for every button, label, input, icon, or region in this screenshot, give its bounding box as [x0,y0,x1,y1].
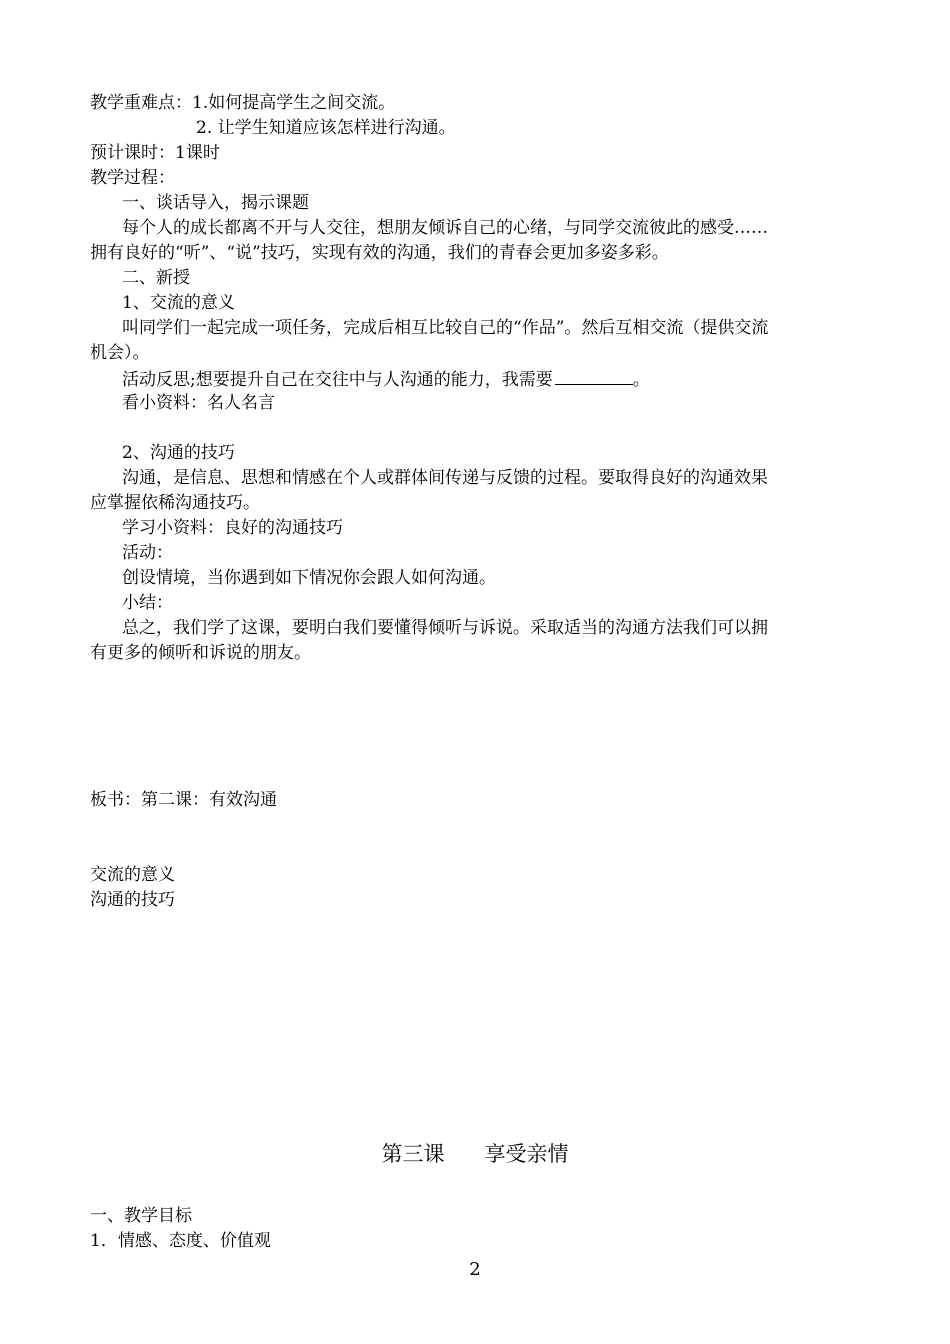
section-1-heading: 一、谈话导入，揭示课题 [122,193,309,213]
process-heading: 教学过程： [90,168,175,188]
page-number: 2 [469,1259,481,1280]
paragraph-4-line-a: 总之，我们学了这课，要明白我们要懂得倾听与诉说。采取适当的沟通方法我们可以拥 [122,618,768,638]
board-item-1: 交流的意义 [90,865,175,885]
fill-in-blank [555,366,633,385]
section-2-heading: 二、新授 [122,268,190,288]
hours-line: 预计课时：1课时 [90,143,220,163]
subsection-2-heading: 2、沟通的技巧 [122,443,235,463]
board-heading: 板书：第二课：有效沟通 [90,790,277,810]
goal-item-1: 1．情感、态度、价值观 [90,1231,271,1251]
paragraph-3-line-b: 应掌握依稀沟通技巧。 [90,493,260,513]
reflection-line [122,366,650,392]
lesson-3-title [0,1139,950,1169]
quotes-line: 看小资料：名人名言 [122,393,275,413]
material-line: 学习小资料：良好的沟通技巧 [122,518,343,538]
paragraph-1-line-a: 每个人的成长都离不开与人交往，想朋友倾诉自己的心绪，与同学交流彼此的感受…… [122,218,768,238]
paragraph-2-line-b: 机会）。 [90,343,150,363]
paragraph-2-line-a: 叫同学们一起完成一项任务，完成后相互比较自己的“作品”。然后互相交流（提供交流 [122,318,769,338]
lesson-name: 享受亲情 [484,1142,569,1166]
paragraph-4-line-b: 有更多的倾听和诉说的朋友。 [90,643,311,663]
difficulty-line-2: 2. 让学生知道应该怎样进行沟通。 [196,118,456,138]
paragraph-3-line-a: 沟通，是信息、思想和情感在个人或群体间传递与反馈的过程。要取得良好的沟通效果 [122,468,768,488]
summary-heading: 小结： [122,593,173,613]
lesson-number: 第三课 [381,1142,445,1166]
board-item-2: 沟通的技巧 [90,890,175,910]
paragraph-1-line-b: 拥有良好的“听”、“说”技巧，实现有效的沟通，我们的青春会更加多姿多彩。 [90,243,669,263]
subsection-1-heading: 1、交流的意义 [122,293,235,313]
reflection-text: 活动反思;想要提升自己在交往中与人沟通的能力，我需要 [122,370,553,390]
difficulty-line-1: 教学重难点：1.如何提高学生之间交流。 [90,93,396,113]
goal-heading: 一、教学目标 [90,1206,192,1226]
activity-line: 活动： [122,543,173,563]
scenario-line: 创设情境，当你遇到如下情况你会跟人如何沟通。 [122,568,496,588]
reflection-end: 。 [632,370,650,390]
